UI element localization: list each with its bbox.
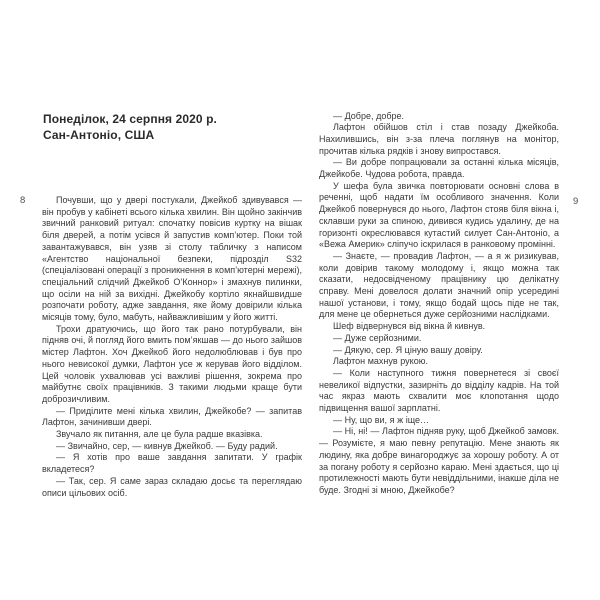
paragraph: — Знаєте, — провадив Лафтон, — а я ж ризикував, коли довірив такому молодому і, якщо можна так сказати, недосвідченому працівнику цю делікатну справу. Мені довелося долати значний опір усередині нашої установи, і тому, якщо бодай щось піде не так, для мене це обернеться дуже серйозними наслідками. xyxy=(319,250,559,320)
paragraph: Почувши, що у двері постукали, Джейкоб здивувався — він пробув у кабінеті всього кілька хвилин. Він щойно закінчив звичний ранковий ритуал: спочатку повісив куртку на вішак біля дверей, а потім усівся й запустив комп’ютер. Поки той завантажувався, він узяв зі столу табличку з написом «Агентство національної безпеки, підрозділ S32 (спеціалізовані операції з проникнення в комп’ютерні мережі), спеціальний слідчий Джейкоб О’Коннор» і змахнув пилинки, що осіли на ній за вихідні. Джейкобу кортіло якнайшвидше розпочати роботу, адже завдання, яке йому довірили кілька місяців тому, було, мабуть, найважливішим у його житті. xyxy=(42,195,302,323)
paragraph: Шеф відвернувся від вікна й кивнув. xyxy=(333,321,486,332)
paragraph: — Дякую, сер. Я ціную вашу довіру. xyxy=(333,344,483,355)
right-page-text xyxy=(319,111,559,497)
paragraph: — Приділите мені кілька хвилин, Джейкобе? — запитав Лафтон, зачинивши двері. xyxy=(42,405,302,428)
paragraph: Звучало як питання, але це була радше вказівка. xyxy=(56,429,263,440)
paragraph: — Ви добре попрацювали за останні кілька місяців, Джейкобе. Чудова робота, правда. xyxy=(319,157,559,180)
paragraph: — Добре, добре. xyxy=(333,110,404,121)
chapter-heading-location: Сан-Антоніо, США xyxy=(43,127,155,142)
paragraph: — Звичайно, сер, — кивнув Джейкоб. — Буду радий. xyxy=(56,440,278,451)
paragraph: — Ні, ні! — Лафтон підняв руку, щоб Джейкоб замовк. — Розумієте, я маю певну репутацію. Мене знають як людину, яка добре винагороджує за хорошу роботу. А от за погану роботу я серйозно караю. Мені здається, що ці протилежності мають бути невіддільними, інакше діла не буде. Згодні зі мною, Джейкобе? xyxy=(319,426,559,495)
left-page-text xyxy=(42,195,302,499)
paragraph: Лафтон махнув рукою. xyxy=(333,356,428,367)
paragraph: Лафтон обійшов стіл і став позаду Джейкоба. Нахилившись, він з-за плеча поглянув на монітор, прочитав кілька рядків і знову випростався. xyxy=(319,122,559,156)
right-page-number: 9 xyxy=(573,196,579,207)
chapter-heading xyxy=(43,112,303,143)
chapter-heading-date: Понеділок, 24 серпня 2020 р. xyxy=(43,112,217,126)
left-page-number: 8 xyxy=(20,195,26,206)
paragraph: — Ну, що ви, я ж іще… xyxy=(333,414,430,425)
paragraph: — Дуже серйозними. xyxy=(333,332,422,343)
paragraph: — Коли наступного тижня повернетеся зі своєї невеликої відпустки, зазирніть до відділу кадрів. На той час якраз мають схвалити моє клопотання щодо підвищення вашої зарплатні. xyxy=(319,367,559,414)
paragraph: У шефа була звичка повторювати основні слова в реченні, щоб надати їм особливого значення. Коли Джейкоб повернувся до нього, Лафтон стояв біля вікна і, склавши руки за спиною, дивився кудись удалину, де на горизонті окреслювався кутастий силует Сан-Антоніо, а «Вежа Америк» сліпучо іскрилася в ранковому промінні. xyxy=(319,180,559,250)
paragraph: Трохи дратуючись, що його так рано потурбували, він підняв очі, й погляд його вмить пом’якшав — до нього зайшов містер Лафтон. Хоч Джейкоб його недолюблював і був про нього невисокої думки, Лафтон усе ж керував його відділом. Цей чоловік ухвалював усі важливі рішення, зокрема про майбутнє своїх працівників. З такими людьми краще бути доброзичливим. xyxy=(42,323,303,404)
paragraph: — Я хотів про ваше завдання запитати. У графік вкладетеся? xyxy=(42,452,302,475)
paragraph: — Так, сер. Я саме зараз складаю досьє та переглядаю описи цільових осіб. xyxy=(42,475,302,498)
